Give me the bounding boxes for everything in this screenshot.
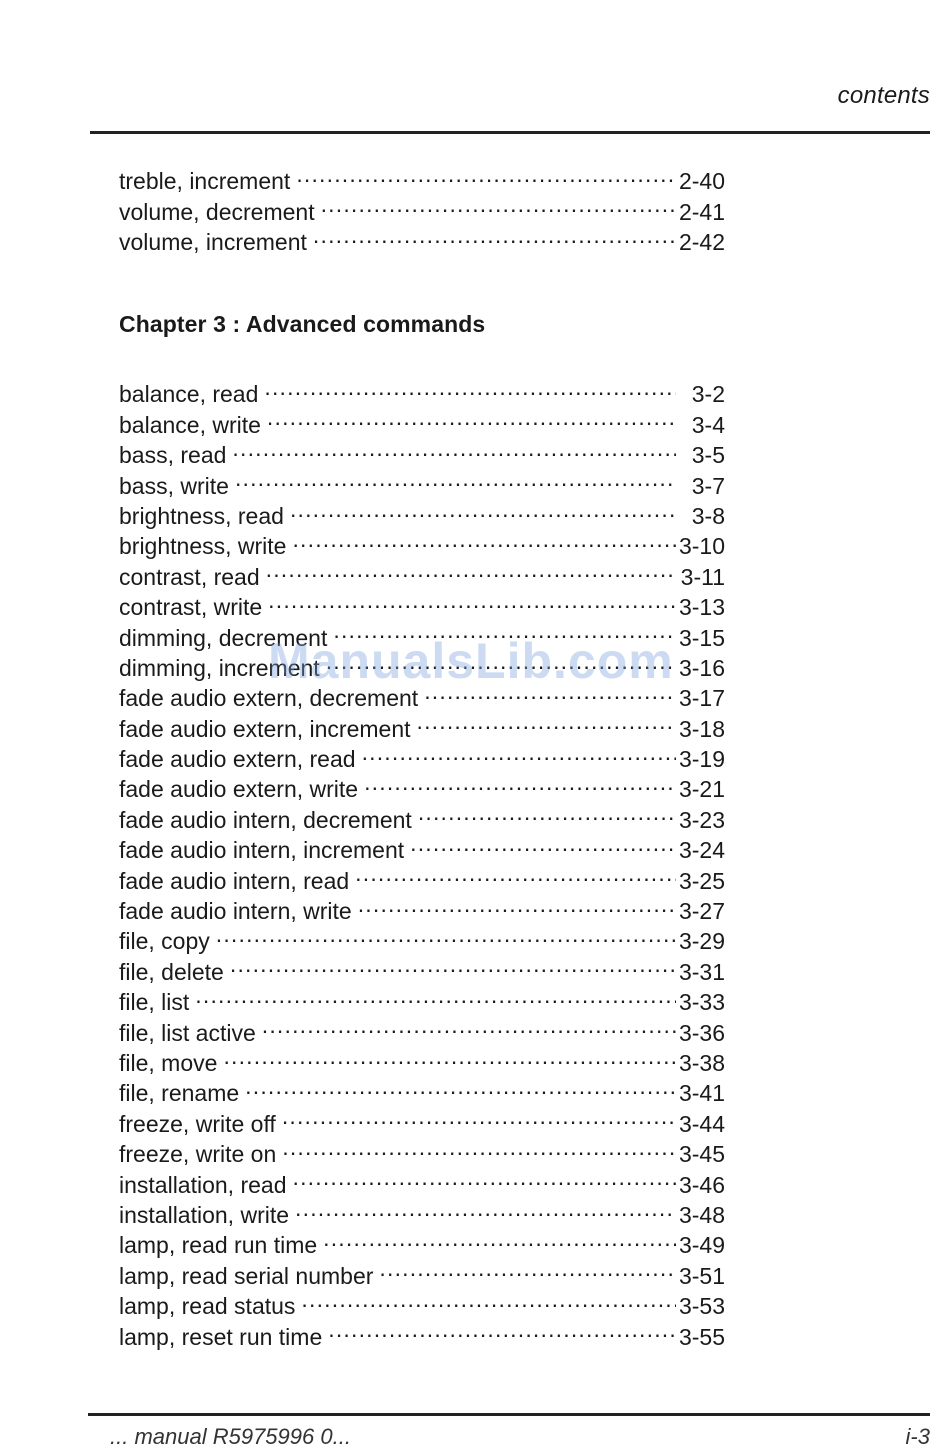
toc-entry-page: 3-41	[678, 1080, 725, 1107]
toc-entry-page: 2-42	[678, 229, 725, 256]
toc-entry-page: 3-17	[678, 685, 725, 712]
toc-entry-page: 3-15	[678, 624, 725, 651]
footer-left-text: ... manual R5975996 0...	[110, 1424, 351, 1449]
toc-entry-page: 3-25	[678, 867, 725, 894]
toc-entry-page: 3-23	[678, 806, 725, 833]
toc-entry-label: balance, read	[119, 381, 259, 408]
toc-entry-label: installation, write	[119, 1201, 290, 1228]
toc-entry-page: 3-45	[678, 1141, 725, 1168]
toc-entry-label: file, list	[119, 989, 190, 1016]
toc-entry-label: contrast, write	[119, 594, 263, 621]
toc-entry-label: file, delete	[119, 958, 224, 985]
toc-entry-label: lamp, read status	[119, 1293, 296, 1320]
toc-entry-page: 3-5	[691, 442, 725, 469]
toc-entry-label: fade audio intern, decrement	[119, 806, 412, 833]
toc-dot-leader	[364, 767, 676, 797]
bottom-divider	[88, 1413, 930, 1416]
toc-entry-label: brightness, write	[119, 533, 287, 560]
toc-entry-label: lamp, reset run time	[119, 1323, 323, 1350]
toc-entry-page: 3-18	[678, 715, 725, 742]
toc-dot-leader	[296, 159, 676, 189]
toc-dot-leader	[216, 919, 676, 949]
toc-dot-leader	[235, 463, 676, 493]
chapter-heading: Chapter 3 : Advanced commands	[119, 311, 486, 337]
toc-entry-label: installation, read	[119, 1171, 287, 1198]
page-header-title: contents	[837, 82, 930, 109]
toc-entry-page: 2-40	[678, 168, 725, 195]
toc-dot-leader	[326, 646, 676, 676]
toc-dot-leader	[424, 676, 676, 706]
toc-dot-leader	[292, 524, 675, 554]
toc-dot-leader	[379, 1253, 676, 1283]
toc-entry-label: fade audio intern, read	[119, 867, 350, 894]
toc-dot-leader	[362, 737, 676, 767]
toc-entry[interactable]	[119, 372, 725, 408]
toc-entry-page: 3-46	[678, 1171, 725, 1198]
toc-entry-page: 3-48	[678, 1201, 725, 1228]
toc-dot-leader	[232, 433, 676, 463]
toc-chapter-3	[119, 372, 725, 1350]
toc-entry-page: 3-51	[678, 1262, 725, 1289]
toc-entry-page: 3-7	[691, 472, 725, 499]
toc-entry-label: brightness, read	[119, 502, 284, 529]
toc-entry-page: 3-44	[678, 1110, 725, 1137]
toc-entry-label: dimming, decrement	[119, 624, 328, 651]
toc-dot-leader	[264, 372, 676, 402]
toc-dot-leader	[282, 1132, 676, 1162]
toc-entry-label: fade audio intern, increment	[119, 837, 405, 864]
toc-dot-leader	[293, 1162, 676, 1192]
top-divider	[90, 131, 930, 134]
toc-entry-label: freeze, write on	[119, 1141, 277, 1168]
toc-dot-leader	[295, 1193, 676, 1223]
toc-dot-leader	[358, 889, 676, 919]
toc-entry[interactable]	[119, 159, 725, 195]
toc-entry-label: file, rename	[119, 1080, 240, 1107]
toc-entry-page: 2-41	[678, 198, 725, 225]
toc-entry-label: fade audio extern, decrement	[119, 685, 419, 712]
toc-dot-leader	[418, 797, 676, 827]
toc-entry-page: 3-55	[678, 1323, 725, 1350]
toc-entry-page: 3-27	[678, 898, 725, 925]
footer-page-number: i-3	[905, 1424, 930, 1449]
toc-dot-leader	[301, 1284, 676, 1314]
toc-dot-leader	[410, 828, 676, 858]
toc-entry-page: 3-16	[678, 654, 725, 681]
toc-entry-label: file, move	[119, 1049, 218, 1076]
toc-entry-page: 3-29	[678, 928, 725, 955]
toc-dot-leader	[230, 949, 676, 979]
toc-entry-label: contrast, read	[119, 563, 260, 590]
toc-entry-label: lamp, read run time	[119, 1232, 318, 1259]
toc-entry-label: file, copy	[119, 928, 210, 955]
toc-entry-label: dimming, increment	[119, 654, 320, 681]
toc-entry-label: lamp, read serial number	[119, 1262, 374, 1289]
toc-dot-leader	[417, 706, 676, 736]
toc-entry-page: 3-8	[691, 502, 725, 529]
toc-entry-page: 3-33	[678, 989, 725, 1016]
toc-entry-page: 3-4	[691, 411, 725, 438]
toc-entry[interactable]	[119, 1010, 725, 1046]
toc-entry-page: 3-38	[678, 1049, 725, 1076]
toc-entry[interactable]	[119, 980, 725, 1016]
toc-previous-section	[119, 159, 725, 256]
toc-entry-page: 3-31	[678, 958, 725, 985]
toc-dot-leader	[355, 858, 676, 888]
toc-dot-leader	[268, 585, 676, 615]
toc-entry-label: freeze, write off	[119, 1110, 276, 1137]
toc-entry-page: 3-49	[678, 1232, 725, 1259]
toc-entry-page: 3-13	[678, 594, 725, 621]
toc-entry-page: 3-10	[678, 533, 725, 560]
toc-entry-label: bass, read	[119, 442, 227, 469]
toc-entry-label: bass, write	[119, 472, 229, 499]
watermark: ManualsLib.com	[268, 633, 674, 689]
toc-dot-leader	[290, 494, 676, 524]
toc-entry-label: file, list active	[119, 1019, 256, 1046]
toc-entry-page: 3-2	[691, 381, 725, 408]
toc-dot-leader	[267, 402, 676, 432]
toc-dot-leader	[195, 980, 676, 1010]
toc-entry-label: fade audio extern, increment	[119, 715, 411, 742]
toc-entry-page: 3-53	[678, 1293, 725, 1320]
toc-dot-leader	[328, 1314, 676, 1344]
toc-dot-leader	[262, 1010, 676, 1040]
toc-entry-label: volume, increment	[119, 229, 307, 256]
toc-entry-page: 3-36	[678, 1019, 725, 1046]
toc-dot-leader	[223, 1041, 676, 1071]
toc-entry-page: 3-11	[680, 563, 725, 590]
toc-dot-leader	[266, 554, 676, 584]
toc-dot-leader	[313, 220, 676, 250]
toc-dot-leader	[321, 189, 676, 219]
toc-entry-label: fade audio extern, write	[119, 776, 359, 803]
toc-entry-label: fade audio extern, read	[119, 746, 356, 773]
toc-dot-leader	[282, 1101, 676, 1131]
toc-entry-label: volume, decrement	[119, 198, 315, 225]
toc-entry-label: treble, increment	[119, 168, 291, 195]
toc-dot-leader	[333, 615, 676, 645]
toc-dot-leader	[323, 1223, 676, 1253]
toc-entry-label: fade audio intern, write	[119, 898, 352, 925]
toc-entry-page: 3-19	[678, 746, 725, 773]
toc-dot-leader	[245, 1071, 676, 1101]
toc-entry-page: 3-24	[678, 837, 725, 864]
toc-entry-label: balance, write	[119, 411, 261, 438]
toc-entry-page: 3-21	[678, 776, 725, 803]
